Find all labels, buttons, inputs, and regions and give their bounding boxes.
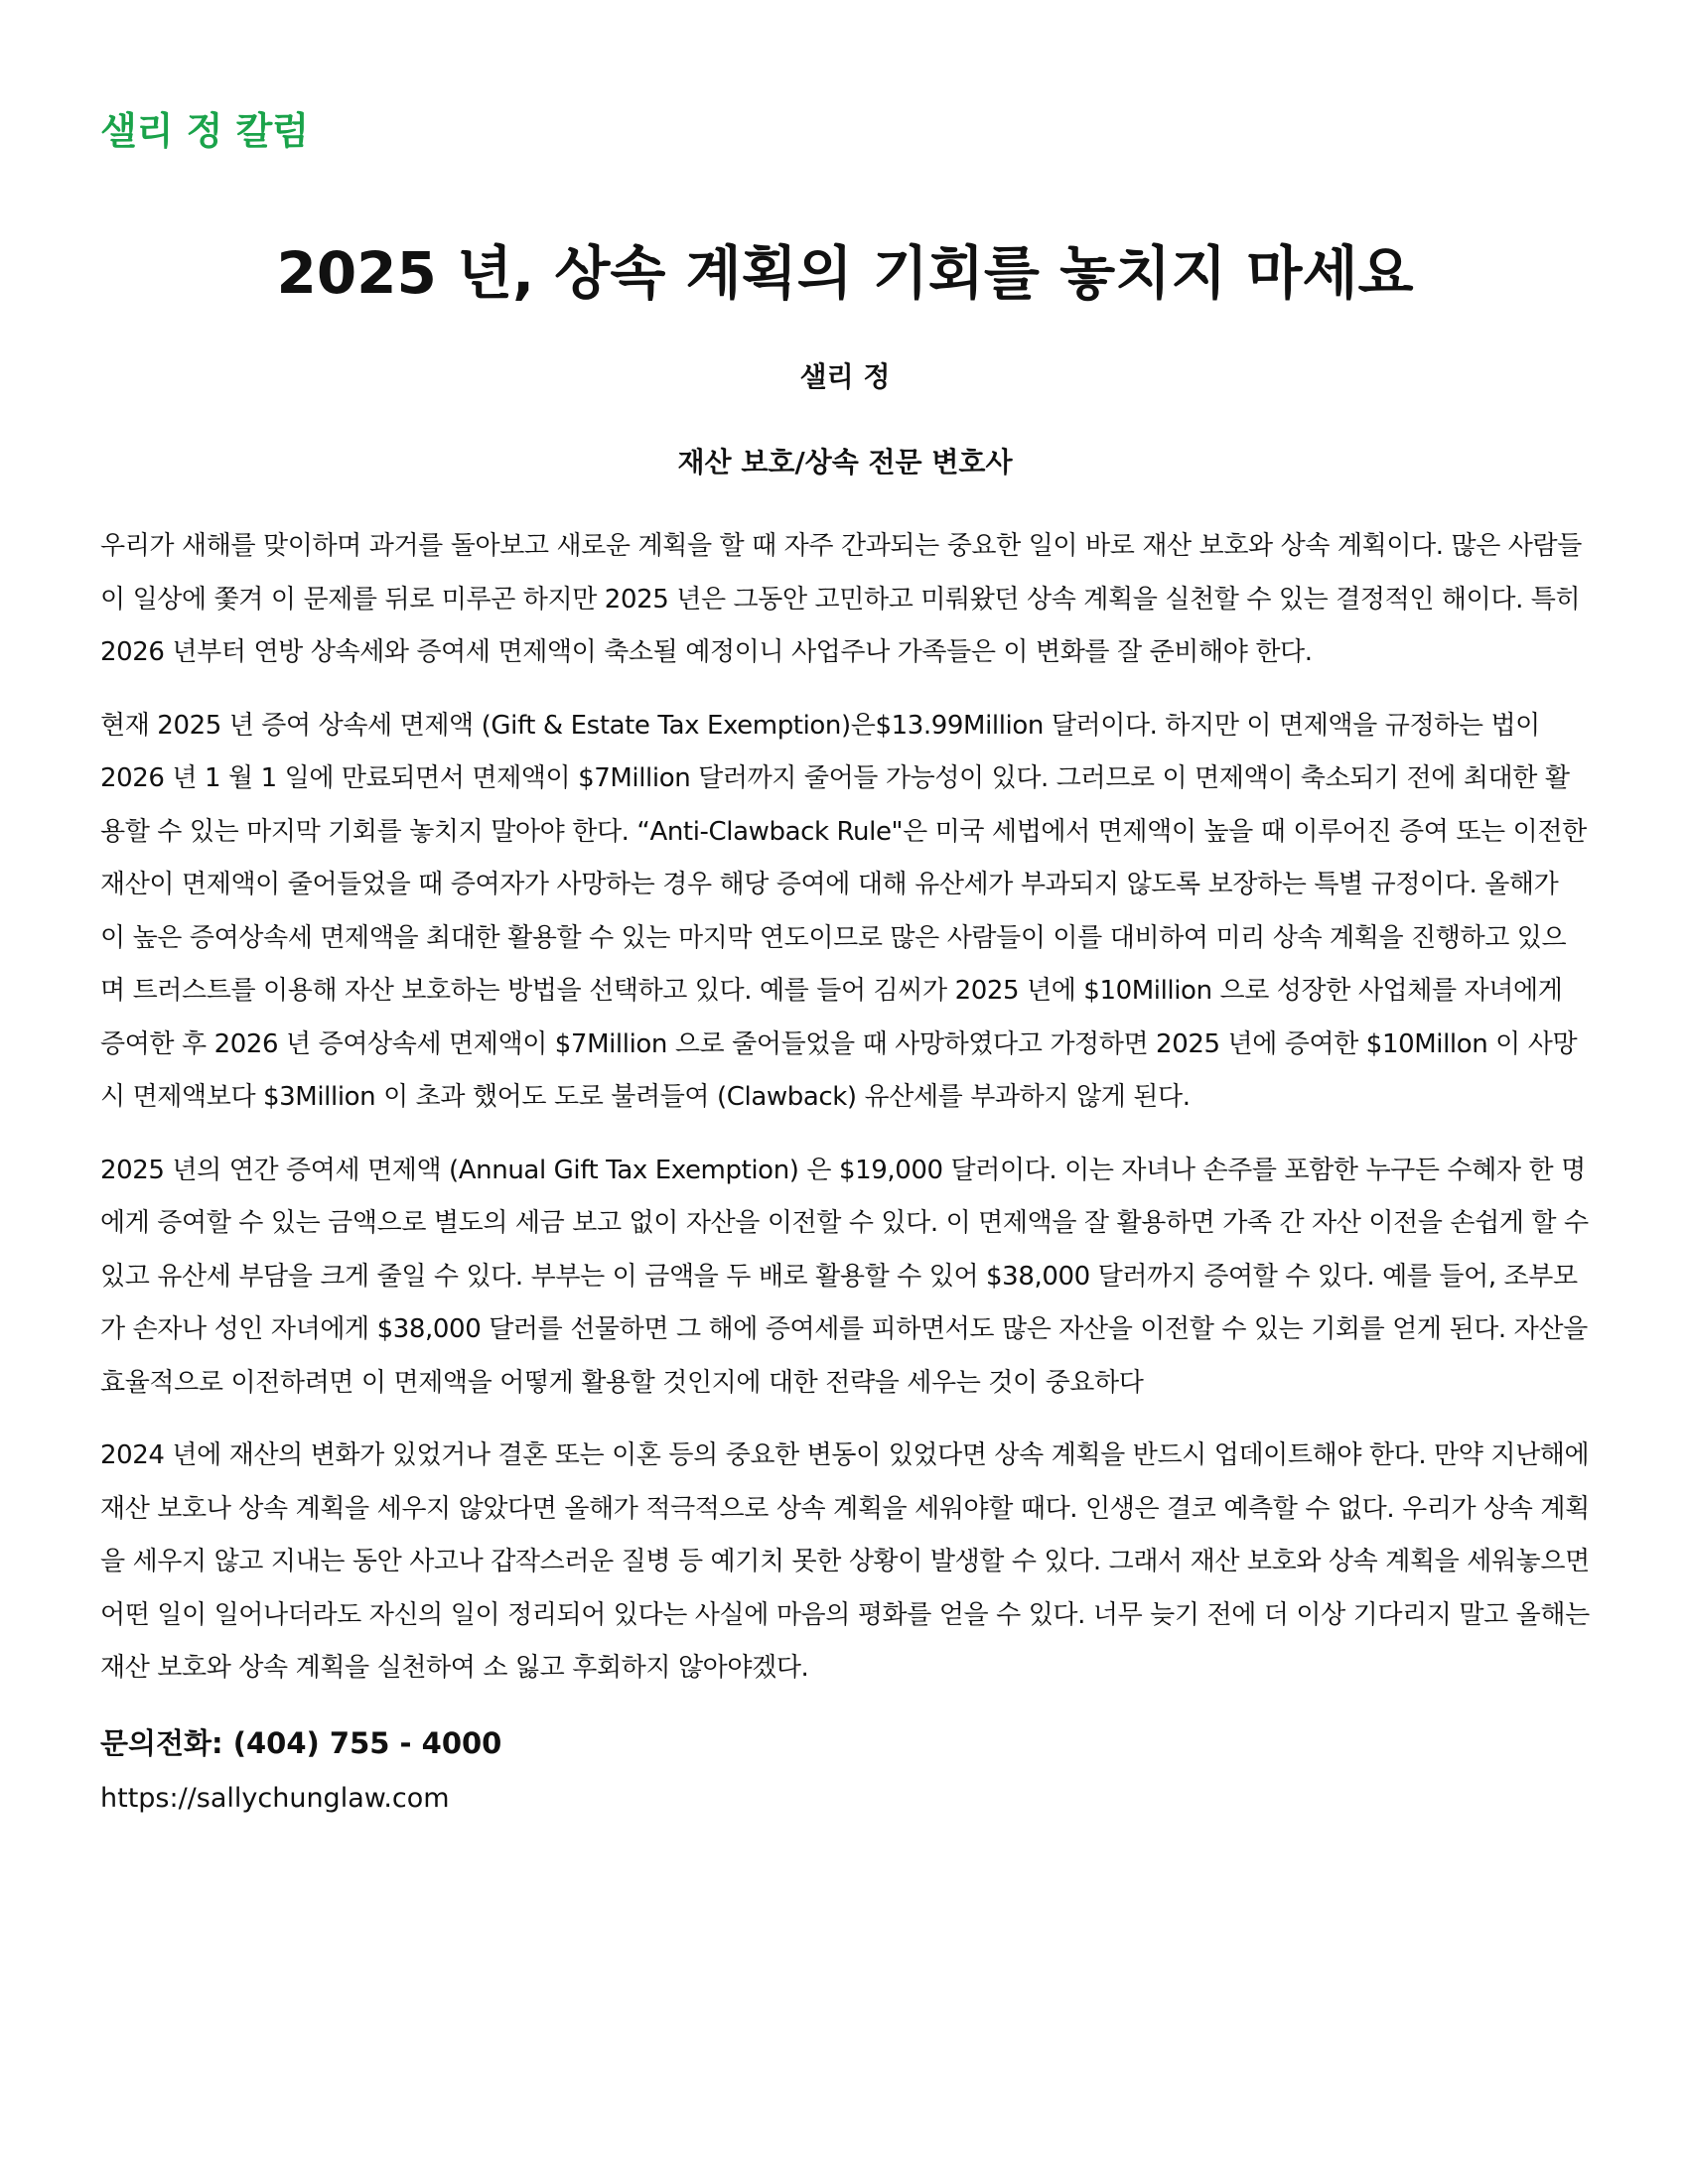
author-role: 재산 보호/상속 전문 변호사 xyxy=(677,446,1013,478)
author-name: 샐리 정 xyxy=(799,360,891,393)
article-paragraph: 우리가 새해를 맞이하며 과거를 돌아보고 새로운 계획을 할 때 자주 간과되는 중요한 일이 바로 재산 보호와 상속 계획이다. 많은 사람들이 일상에 쫓겨 이 문제를 뒤로 미루곤 하지만 2025 년은 그동안 고민하고 미뤄왔던 상속 계획을 실천할 수 있는 결정적인 해이다. 특히 2026 년부터 연방 상속세와 증여세 면제액이 축소될 예정이니 사업주나 가족들은 이 변화를 잘 준비해야 한다. xyxy=(100,531,1582,667)
document-page xyxy=(100,107,1590,1819)
article-paragraph: 2025 년의 연간 증여세 면제액 (Annual Gift Tax Exemption) 은 $19,000 달러이다. 이는 자녀나 손주를 포함한 누구든 수혜자 한 명에게 증여할 수 있는 금액으로 별도의 세금 보고 없이 자산을 이전할 수 있다. 이 면제액을 잘 활용하면 가족 간 자산 이전을 손쉽게 할 수 있고 유산세 부담을 크게 줄일 수 있다. 부부는 이 금액을 두 배로 활용할 수 있어 $38,000 달러까지 증여할 수 있다. 예를 들어, 조부모가 손자나 성인 자녀에게 $38,000 달러를 선물하면 그 해에 증여세를 피하면서도 많은 자산을 이전할 수 있는 기회를 얻게 된다. 자산을 효율적으로 이전하려면 이 면제액을 어떻게 활용할 것인지에 대한 전략을 세우는 것이 중요하다 xyxy=(100,1155,1589,1398)
article-paragraph: 2024 년에 재산의 변화가 있었거나 결혼 또는 이혼 등의 중요한 변동이 있었다면 상속 계획을 반드시 업데이트해야 한다. 만약 지난해에 재산 보호나 상속 계획을 세우지 않았다면 올해가 적극적으로 상속 계획을 세워야할 때다. 인생은 결코 예측할 수 없다. 우리가 상속 계획을 세우지 않고 지내는 동안 사고나 갑작스러운 질병 등 예기치 못한 상황이 발생할 수 있다. 그래서 재산 보호와 상속 계획을 세워놓으면 어떤 일이 일어나더라도 자신의 일이 정리되어 있다는 사실에 마음의 평화를 얻을 수 있다. 너무 늦기 전에 더 이상 기다리지 말고 올해는 재산 보호와 상속 계획을 실천하여 소 잃고 후회하지 않아야겠다. xyxy=(100,1440,1590,1683)
article-body xyxy=(100,520,1590,1696)
column-label: 샐리 정 칼럼 xyxy=(100,109,309,153)
website-link[interactable]: https://sallychunglaw.com xyxy=(100,1782,450,1814)
article-paragraph: 현재 2025 년 증여 상속세 면제액 (Gift & Estate Tax Exemption)은$13.99Million 달러이다. 하지만 이 면제액을 규정하는 법이 2026 년 1 월 1 일에 만료되면서 면제액이 $7Million 달러까지 줄어들 가능성이 있다. 그러므로 이 면제액이 축소되기 전에 최대한 활용할 수 있는 마지막 기회를 놓치지 말아야 한다. “Anti-Clawback Rule"은 미국 세법에서 면제액이 높을 때 이루어진 증여 또는 이전한 재산이 면제액이 줄어들었을 때 증여자가 사망하는 경우 해당 증여에 대해 유산세가 부과되지 않도록 보장하는 특별 규정이다. 올해가 이 높은 증여상속세 면제액을 최대한 활용할 수 있는 마지막 연도이므로 많은 사람들이 이를 대비하여 미리 상속 계획을 진행하고 있으며 트러스트를 이용해 자산 보호하는 방법을 선택하고 있다. 예를 들어 김씨가 2025 년에 $10Million 으로 성장한 사업체를 자녀에게 증여한 후 2026 년 증여상속세 면제액이 $7Million 으로 줄어들었을 때 사망하였다고 가정하면 2025 년에 증여한 $10Millon 이 사망시 면제액보다 $3Million 이 초과 했어도 도로 불려들여 (Clawback) 유산세를 부과하지 않게 된다. xyxy=(100,710,1587,1112)
article-title: 2025 년, 상속 계획의 기회를 놓치지 마세요 xyxy=(276,239,1414,307)
contact-phone: 문의전화: (404) 755 - 4000 xyxy=(100,1725,502,1760)
